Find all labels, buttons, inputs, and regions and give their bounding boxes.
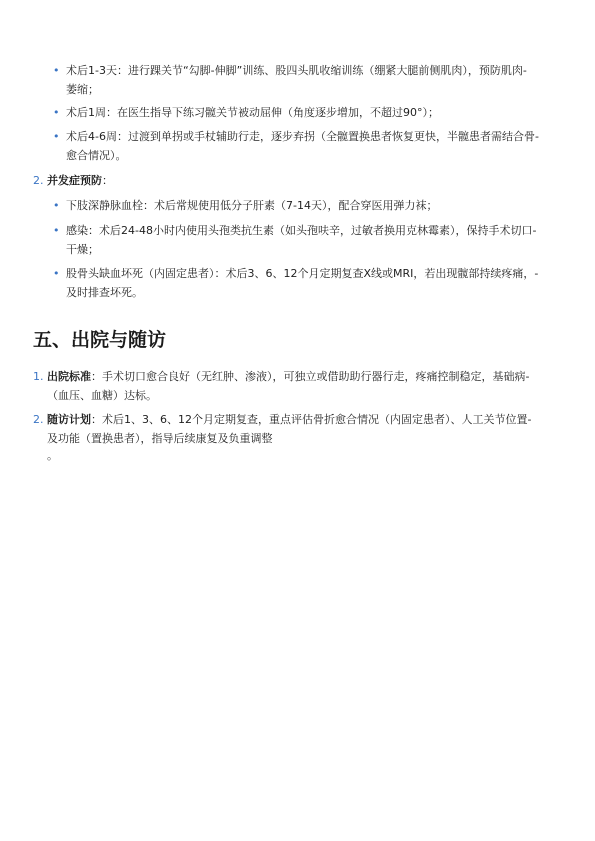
bullet-icon: • xyxy=(53,64,60,77)
item-number: 2. xyxy=(33,413,44,426)
bullet-icon: • xyxy=(53,130,60,143)
item-label: 随访计划 xyxy=(47,413,91,426)
list-item-text: 术后1周：在医生指导下练习髋关节被动屈伸（角度逐步增加，不超过90°）； xyxy=(66,106,439,119)
list-item-text-cont: 干燥； xyxy=(66,243,99,256)
list-item-text-cont: 及时排查坏死。 xyxy=(66,286,143,299)
item-colon: ： xyxy=(102,174,113,187)
item-text: ：手术切口愈合良好（无红肿、渗液），可独立或借助助行器行走，疼痛控制稳定，基础病- xyxy=(91,370,530,383)
bullet-icon: • xyxy=(53,106,60,119)
list-item-text: 感染：术后24-48小时内使用头孢类抗生素（如头孢呋辛，过敏者换用克林霉素），保持手术切口- xyxy=(66,224,537,237)
section-title: 五、出院与随访 xyxy=(33,329,167,351)
item-text-cont: （血压、血糖）达标。 xyxy=(47,389,157,402)
list-item-text: 术后1-3天：进行踝关节“勾脚-伸脚”训练、股四头肌收缩训练（绷紧大腿前侧肌肉），预防肌肉- xyxy=(66,64,527,77)
item-number: 2. xyxy=(33,174,44,187)
item-number: 1. xyxy=(33,370,44,383)
trailing-punctuation: 。 xyxy=(47,449,58,462)
list-item-text: 术后4-6周：过渡到单拐或手杖辅助行走，逐步弃拐（全髋置换患者恢复更快，半髋患者需结合骨- xyxy=(66,130,539,143)
item-text: ：术后1、3、6、12个月定期复查，重点评估骨折愈合情况（内固定患者）、人工关节位置- xyxy=(91,413,532,426)
item-text-cont: 及功能（置换患者），指导后续康复及负重调整 xyxy=(47,432,273,445)
bullet-icon: • xyxy=(53,199,60,212)
list-item-text-cont: 萎缩； xyxy=(66,83,99,96)
list-item-text: 下肢深静脉血栓：术后常规使用低分子肝素（7-14天），配合穿医用弹力袜； xyxy=(66,199,438,212)
list-item-text: 股骨头缺血坏死（内固定患者）：术后3、6、12个月定期复查X线或MRI，若出现髋部持续疼痛，- xyxy=(66,267,539,280)
item-label: 并发症预防 xyxy=(47,174,102,187)
bullet-icon: • xyxy=(53,267,60,280)
bullet-icon: • xyxy=(53,224,60,237)
item-label: 出院标准 xyxy=(47,370,91,383)
list-item-text-cont: 愈合情况）。 xyxy=(66,149,127,162)
